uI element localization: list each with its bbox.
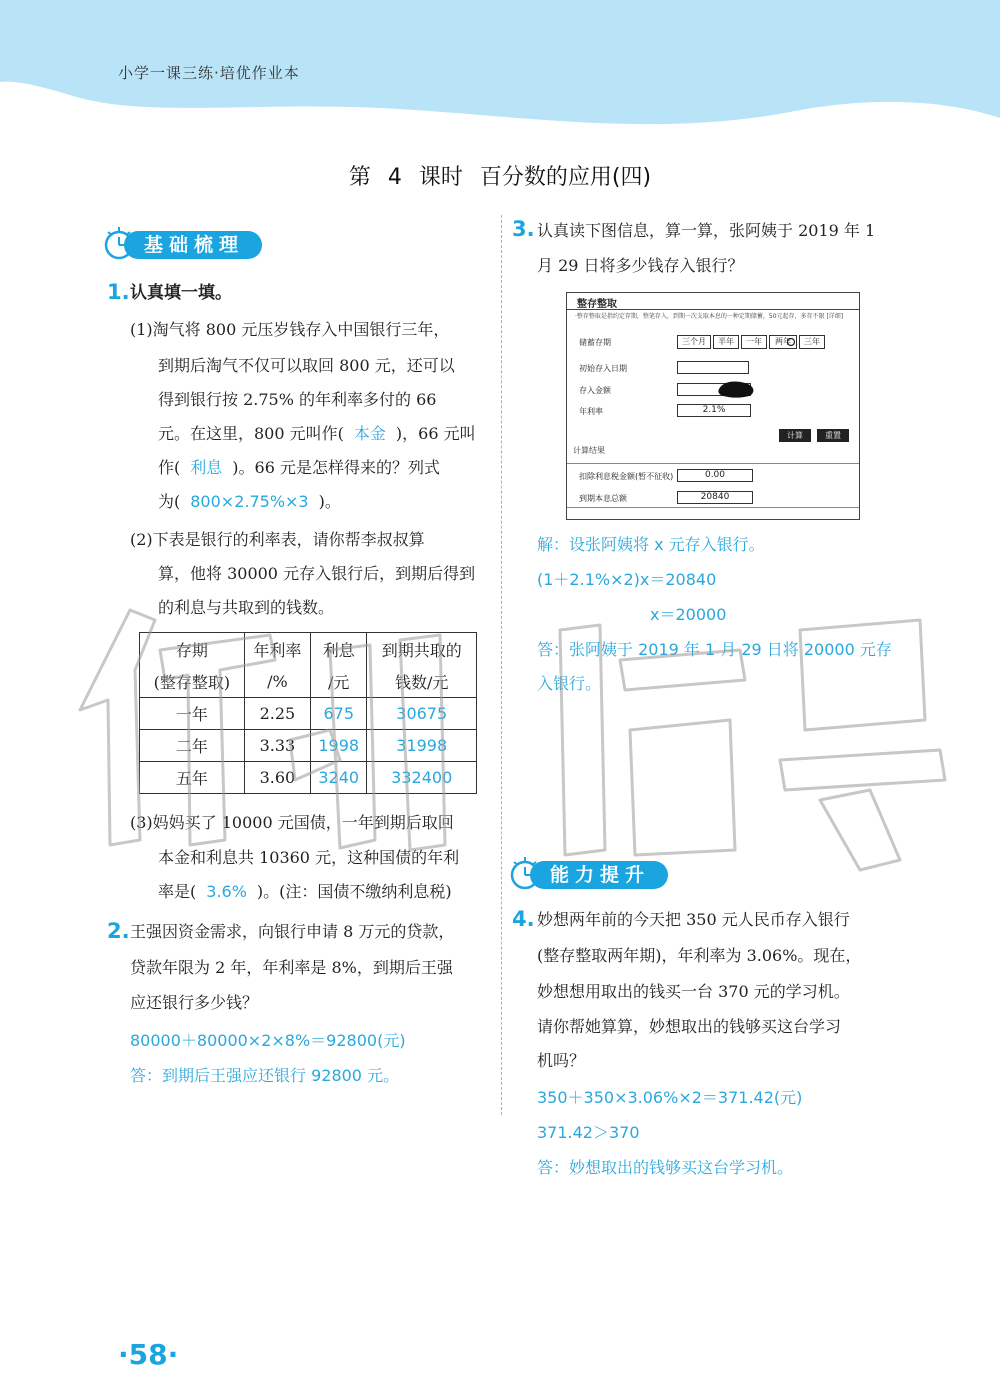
deposit-calculator (566, 292, 860, 520)
header-rate: 年利率 (244, 633, 310, 666)
rate-table (139, 632, 477, 794)
q1-p1-line6: 为( 800×2.75%×3 )。 (158, 492, 341, 511)
table-row: 二年 3.33 1998 31998 (140, 730, 477, 762)
q1-heading: 认真填一填。 (130, 283, 232, 303)
result-label: 计算结果 (573, 446, 605, 455)
table-header-row2: (整存整取) /% /元 钱数/元 (140, 665, 477, 698)
date-field[interactable] (677, 361, 749, 374)
calculate-button[interactable]: 计算 (779, 429, 811, 442)
term-option-6m[interactable]: 半年 (713, 335, 739, 349)
q3-line1: 认真读下图信息，算一算，张阿姨于 2019 年 1 (537, 221, 876, 240)
q1-p2-line2: 算，他将 30000 元存入银行后，到期后得到 (158, 564, 476, 583)
reset-button[interactable]: 重置 (817, 429, 849, 442)
tax-field: 0.00 (677, 469, 753, 482)
q2-line2: 贷款年限为 2 年，年利率是 8%，到期后王强 (130, 958, 453, 977)
q2-line1: 王强因资金需求，向银行申请 8 万元的贷款， (130, 922, 455, 941)
q4-line4: 请你帮她算算，妙想取出的钱够买这台学习 (537, 1017, 842, 1036)
series-title: 小学一课三练·培优作业本 (118, 64, 300, 82)
q3-answer-equation: (1＋2.1%×2)x＝20840 (537, 570, 717, 589)
date-label: 初始存入日期 (579, 364, 627, 373)
q1-p3-line2: 本金和利息共 10360 元，这种国债的年利 (158, 848, 460, 867)
q3-answer-text2: 入银行。 (537, 674, 602, 693)
header-term: 存期 (140, 633, 245, 666)
lesson-title: 第 4 课时 百分数的应用(四) (348, 165, 652, 190)
page-number: ·58· (118, 1338, 179, 1371)
q2-answer-text: 答：到期后王强应还银行 92800 元。 (130, 1066, 400, 1085)
total-field: 20840 (677, 491, 753, 504)
q4-number: 4. (512, 907, 535, 931)
q1-p2-line1: (2)下表是银行的利率表，请你帮李叔叔算 (130, 530, 425, 549)
q1-p1-line5: 作( 利息 )。66 元是怎样得来的？列式 (158, 458, 440, 477)
q1-p1-line4: 元。在这里，800 元叫作( 本金 )，66 元叫 (158, 424, 476, 443)
form-title: 整存整取 (577, 299, 617, 310)
q3-answer-text1: 答：张阿姨于 2019 年 1 月 29 日将 20000 元存 (537, 640, 892, 659)
q4-line2: (整存整取两年期)，年利率为 3.06%。现在， (537, 946, 862, 965)
q1-p2-line3: 的利息与共取到的钱数。 (158, 598, 335, 617)
q4-answer-calc: 350＋350×3.06%×2＝371.42(元) (537, 1088, 803, 1107)
q3-answer-setup: 解：设张阿姨将 x 元存入银行。 (537, 535, 765, 554)
table-header-row (140, 633, 477, 666)
term-label: 储蓄存期 (579, 338, 611, 347)
header-total: 到期共取的 (367, 633, 477, 666)
section-advanced-label: 能力提升 (530, 861, 668, 889)
rate-field[interactable]: 2.1% (677, 404, 751, 417)
amount-label: 存入金额 (579, 386, 611, 395)
q2-answer-calc: 80000＋80000×2×8%＝92800(元) (130, 1031, 406, 1050)
q1-p3-line3: 率是( 3.6% )。(注：国债不缴纳利息税) (158, 882, 452, 901)
table-row: 一年 2.25 675 30675 (140, 698, 477, 730)
section-advanced-badge (508, 858, 708, 892)
q1-p3-line1: (3)妈妈买了 10000 元国债，一年到期后取回 (130, 813, 454, 832)
term-option-3m[interactable]: 三个月 (677, 335, 711, 349)
q3-answer-solution: x＝20000 (650, 605, 727, 624)
q4-line3: 妙想想用取出的钱买一台 370 元的学习机。 (537, 982, 850, 1001)
q4-answer-compare: 371.42＞370 (537, 1123, 640, 1142)
q1-p1-line1: (1)淘气将 800 元压岁钱存入中国银行三年， (130, 320, 450, 339)
term-option-2y[interactable]: 两年 (769, 335, 797, 349)
column-divider (501, 215, 502, 1115)
q2-line3: 应还银行多少钱？ (130, 993, 259, 1012)
q1-p1-line2: 到期后淘气不仅可以取回 800 元，还可以 (158, 356, 455, 375)
q3-line2: 月 29 日将多少钱存入银行？ (537, 256, 744, 275)
answer-interest: 利息 (190, 458, 223, 477)
answer-bond-rate: 3.6% (206, 882, 247, 901)
cursor-circle-icon (786, 337, 796, 347)
section-basic-label: 基础梳理 (124, 231, 262, 259)
form-note: ·整存整取是指约定存期，整笔存入，到期一次支取本息的一种定期储蓄，50元起存，多存不限 [详细] (575, 313, 844, 320)
q2-number: 2. (107, 919, 130, 943)
q4-line1: 妙想两年前的今天把 350 元人民币存入银行 (537, 910, 850, 929)
redacted-blot (717, 379, 757, 399)
total-label: 到期本息总额 (579, 494, 627, 503)
answer-principal: 本金 (353, 424, 386, 443)
q1-p1-line3: 得到银行按 2.75% 的年利率多付的 66 (158, 390, 437, 409)
rate-label: 年利率 (579, 407, 603, 416)
term-option-1y[interactable]: 一年 (741, 335, 767, 349)
q4-answer-text: 答：妙想取出的钱够买这台学习机。 (537, 1158, 794, 1177)
answer-formula: 800×2.75%×3 (190, 492, 309, 511)
q3-number: 3. (512, 217, 535, 241)
q4-line5: 机吗？ (537, 1051, 586, 1070)
section-basic-badge (102, 228, 302, 262)
tax-label: 扣除利息税金额(暂不征收) (579, 472, 674, 481)
q1-number: 1. (107, 280, 130, 304)
header-interest: 利息 (311, 633, 367, 666)
table-row: 五年 3.60 3240 332400 (140, 762, 477, 794)
term-option-3y[interactable]: 三年 (799, 335, 825, 349)
